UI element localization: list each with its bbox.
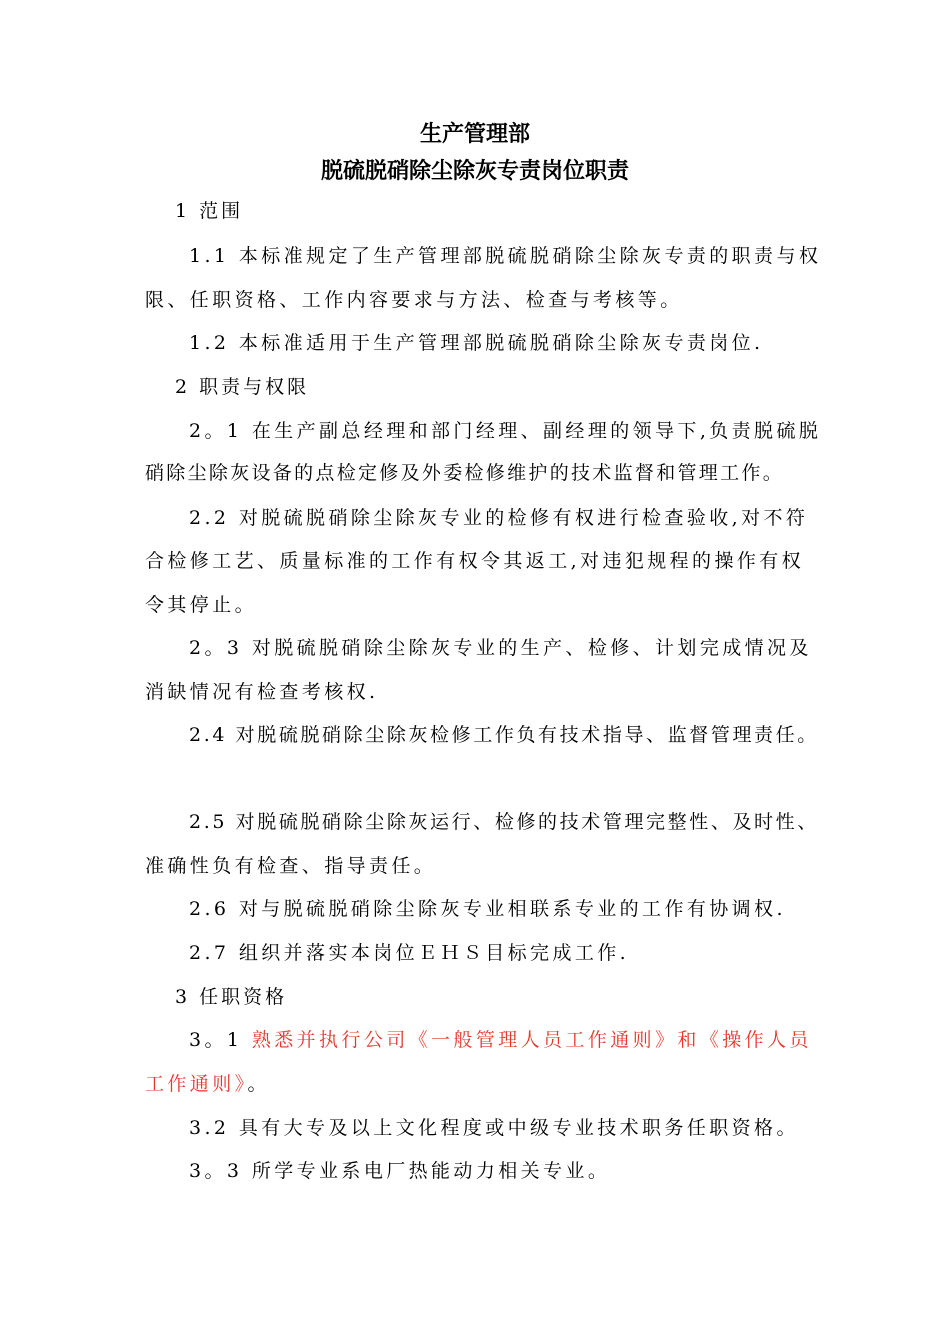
document-title-position: 脱硫脱硝除尘除灰专责岗位职责 — [320, 159, 629, 184]
paragraph-line: 准确性负有检查、指导责任。 — [145, 855, 437, 877]
section-heading-duties: 2 职责与权限 — [175, 376, 310, 398]
paragraph-line: 2.6 对与脱硫脱硝除尘除灰专业相联系专业的工作有协调权. — [189, 898, 786, 920]
paragraph-line: 2。1 在生产副总经理和部门经理、副经理的领导下,负责脱硫脱 — [189, 420, 822, 442]
section-heading-scope: 1 范围 — [175, 200, 244, 222]
paragraph-line: 2.7 组织并落实本岗位ＥＨＳ目标完成工作. — [189, 942, 630, 964]
clause-number: 3。1 — [189, 1029, 252, 1051]
paragraph-line — [145, 1069, 950, 1099]
paragraph-line: 硝除尘除灰设备的点检定修及外委检修维护的技术监督和管理工作。 — [145, 462, 785, 484]
paragraph-line: 2.4 对脱硫脱硝除尘除灰检修工作负有技术指导、监督管理责任。 — [189, 724, 819, 746]
highlighted-text: 工作通则》 — [145, 1073, 248, 1095]
highlighted-text: 熟悉并执行公司《一般管理人员工作通则》和《操作人员 — [251, 1029, 812, 1051]
paragraph-line: 消缺情况有检查考核权. — [145, 681, 379, 703]
paragraph-line: 2。3 对脱硫脱硝除尘除灰专业的生产、检修、计划完成情况及 — [189, 637, 812, 659]
paragraph-line: 2.2 对脱硫脱硝除尘除灰专业的检修有权进行检查验收,对不符 — [189, 507, 809, 529]
sentence-end: 。 — [247, 1073, 270, 1095]
paragraph-line: 令其停止。 — [145, 594, 258, 616]
paragraph-line: 1.1 本标准规定了生产管理部脱硫脱硝除尘除灰专责的职责与权 — [189, 245, 822, 267]
paragraph-line: 限、任职资格、工作内容要求与方法、检查与考核等。 — [145, 289, 683, 311]
paragraph-line — [189, 1025, 950, 1055]
paragraph-line: 1.2 本标准适用于生产管理部脱硫脱硝除尘除灰专责岗位. — [189, 332, 764, 354]
paragraph-line: 合检修工艺、质量标准的工作有权令其返工,对违犯规程的操作有权 — [145, 550, 805, 572]
section-heading-qualifications: 3 任职资格 — [175, 986, 288, 1008]
paragraph-line: 2.5 对脱硫脱硝除尘除灰运行、检修的技术管理完整性、及时性、 — [189, 811, 819, 833]
paragraph-line: 3.2 具有大专及以上文化程度或中级专业技术职务任职资格。 — [189, 1117, 799, 1139]
paragraph-line: 3。3 所学专业系电厂热能动力相关专业。 — [189, 1160, 611, 1182]
document-title-department: 生产管理部 — [419, 122, 530, 147]
